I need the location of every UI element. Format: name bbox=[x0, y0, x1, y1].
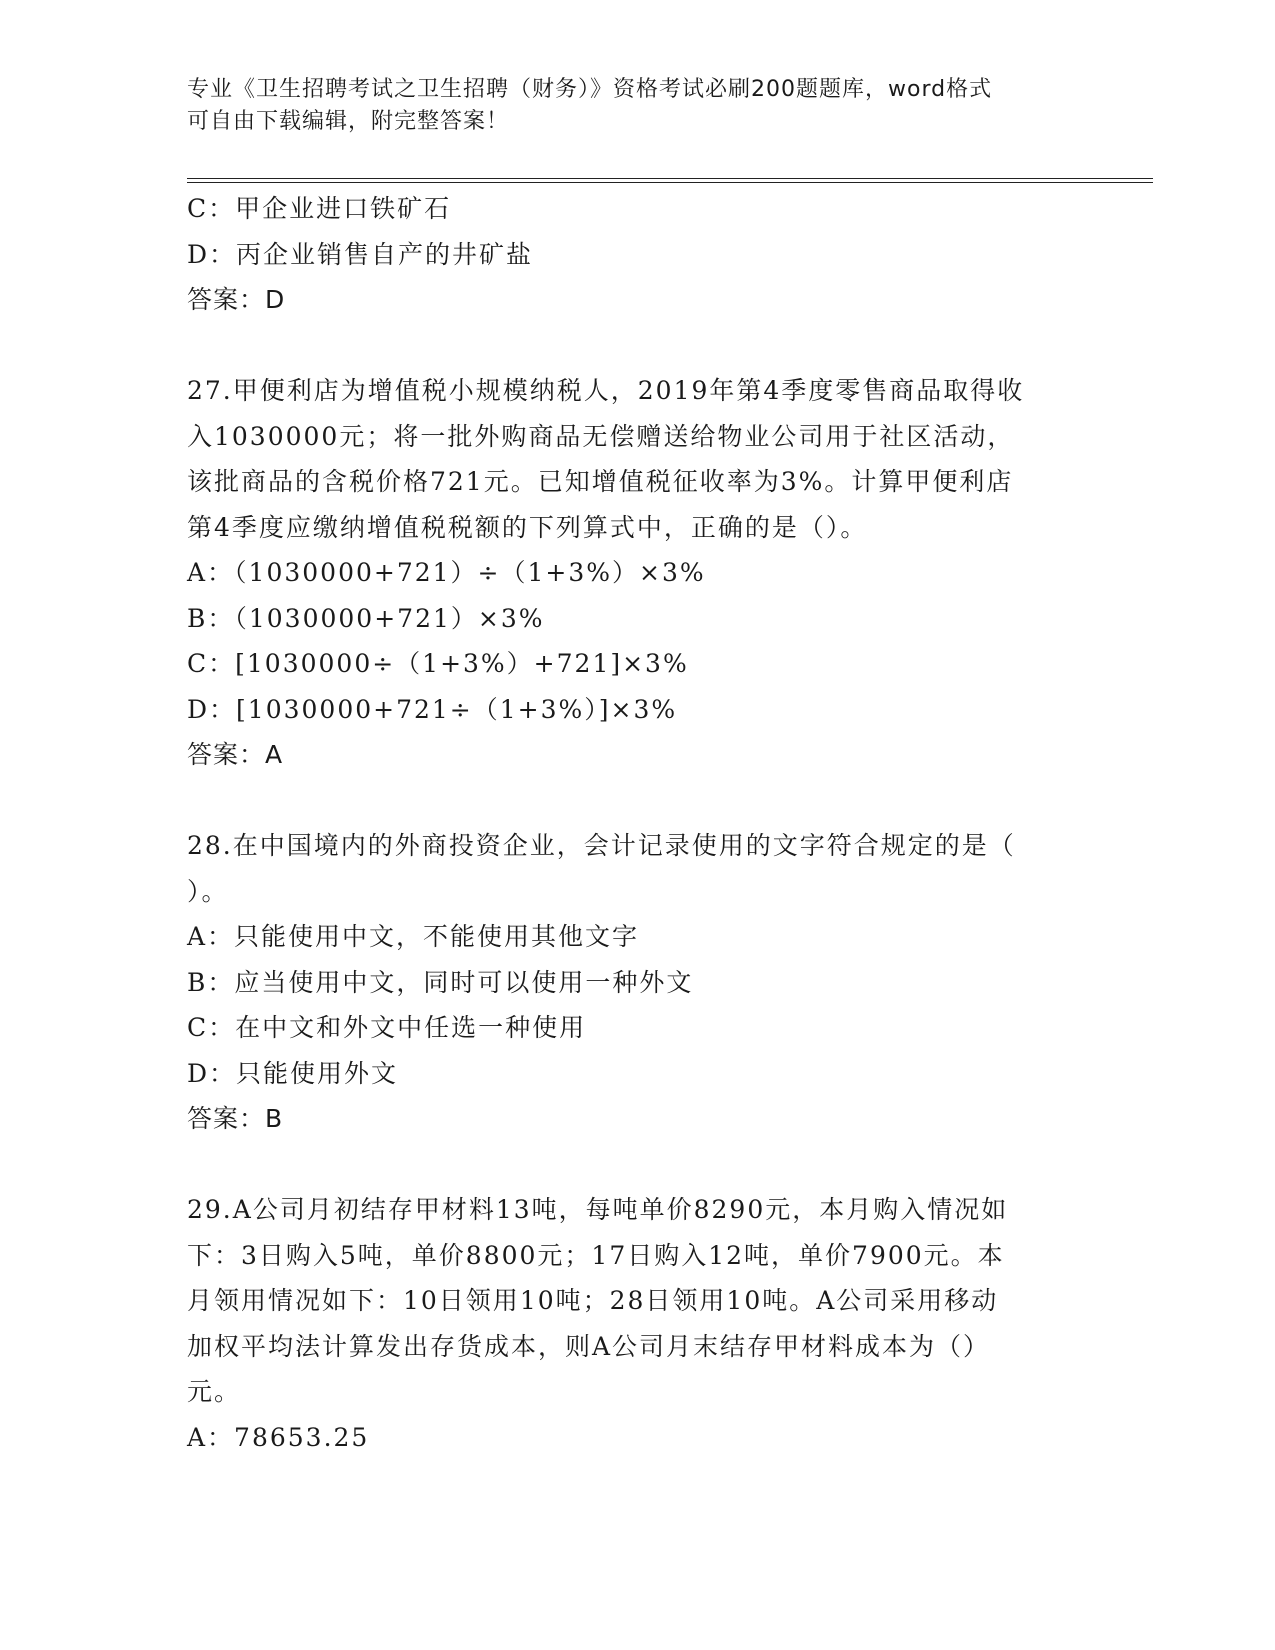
spacer bbox=[187, 1142, 1087, 1188]
question-stem-line: ）。 bbox=[187, 876, 229, 906]
question-28 bbox=[187, 823, 1087, 1142]
header-divider bbox=[187, 178, 1153, 179]
question-stem-line: 该批商品的含税价格721元。已知增值税征收率为3%。计算甲便利店 bbox=[187, 467, 1014, 496]
question-stem-line: 28.在中国境内的外商投资企业，会计记录使用的文字符合规定的是（ bbox=[187, 831, 1016, 860]
option-c: C：甲企业进口铁矿石 bbox=[187, 194, 452, 223]
question-29 bbox=[187, 1187, 1087, 1460]
question-stem-line: 元。 bbox=[187, 1377, 242, 1406]
question-stem-line: 入1030000元；将一批外购商品无偿赠送给物业公司用于社区活动， bbox=[187, 421, 1015, 451]
question-26 bbox=[187, 186, 1087, 323]
option-c: C：[1030000÷（1+3%）+721]×3% bbox=[187, 649, 689, 678]
option-b: B：应当使用中文，同时可以使用一种外文 bbox=[187, 967, 694, 997]
page-header bbox=[187, 74, 1067, 138]
option-a: A：78653.25 bbox=[187, 1422, 370, 1452]
question-stem-line: 下：3日购入5吨，单价8800元；17日购入12吨，单价7900元。本 bbox=[187, 1240, 1005, 1270]
option-d: D：[1030000+721÷（1+3%）]×3% bbox=[187, 694, 678, 724]
header-divider-double bbox=[187, 182, 1153, 183]
question-stem-line: 27.甲便利店为增值税小规模纳税人，2019年第4季度零售商品取得收 bbox=[187, 376, 1025, 405]
question-stem-line: 月领用情况如下：10日领用10吨；28日领用10吨。A公司采用移动 bbox=[187, 1286, 999, 1315]
option-b: B：（1030000+721）×3% bbox=[187, 603, 545, 633]
header-title-line-2: 可自由下载编辑，附完整答案！ bbox=[187, 109, 510, 134]
answer-line: 答案：D bbox=[187, 285, 286, 314]
question-stem-line: 第4季度应缴纳增值税税额的下列算式中，正确的是（）。 bbox=[187, 512, 868, 542]
option-d: D：只能使用外文 bbox=[187, 1058, 399, 1088]
option-d: D：丙企业销售自产的井矿盐 bbox=[187, 239, 534, 269]
option-a: A：只能使用中文，不能使用其他文字 bbox=[187, 922, 640, 951]
question-stem-line: 加权平均法计算发出存货成本，则A公司月末结存甲材料成本为（） bbox=[187, 1331, 991, 1361]
spacer bbox=[187, 778, 1087, 824]
option-a: A：（1030000+721）÷（1+3%）×3% bbox=[187, 558, 706, 587]
option-c: C：在中文和外文中任选一种使用 bbox=[187, 1013, 587, 1042]
question-stem-line: 29.A公司月初结存甲材料13吨，每吨单价8290元，本月购入情况如 bbox=[187, 1195, 1009, 1224]
answer-line: 答案：B bbox=[187, 1104, 284, 1133]
header-title-line-1: 专业《卫生招聘考试之卫生招聘（财务）》资格考试必刷200题题库，word格式 bbox=[187, 77, 993, 102]
question-27 bbox=[187, 368, 1087, 778]
spacer bbox=[187, 323, 1087, 369]
question-content bbox=[187, 186, 1087, 1460]
answer-line: 答案：A bbox=[187, 740, 284, 769]
